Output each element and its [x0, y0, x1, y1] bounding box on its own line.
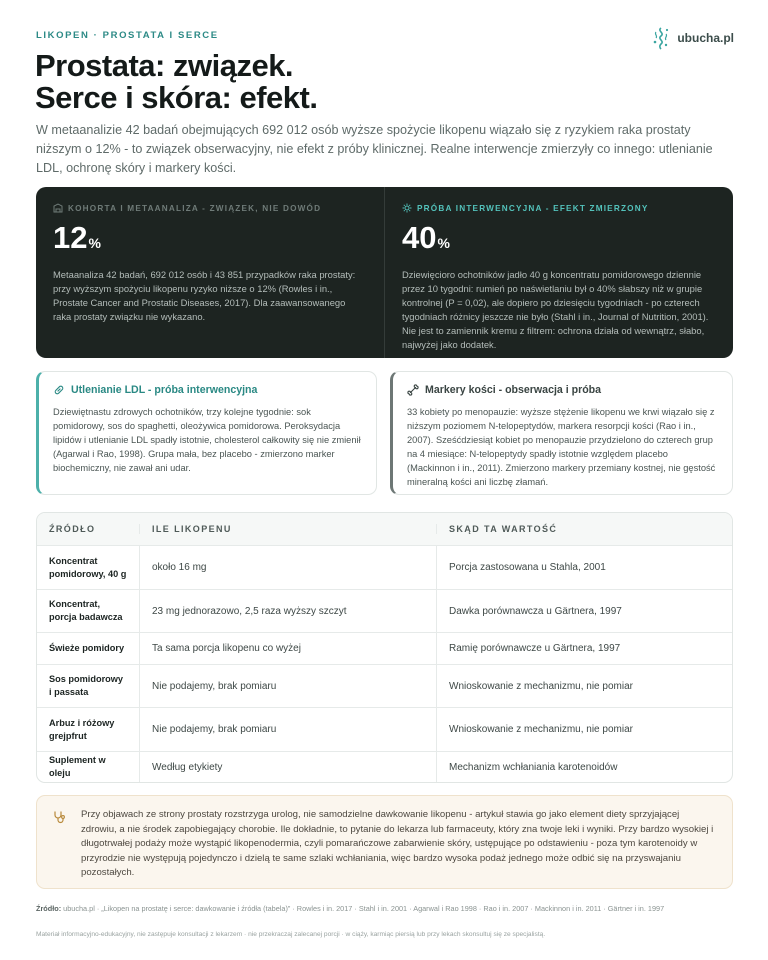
cell-origin: Mechanizm wchłaniania karotenoidów — [436, 752, 732, 782]
cell-source: Koncentrat pomidorowy, 40 g — [49, 555, 127, 579]
source-line — [36, 904, 736, 914]
wave-seaweed-logo-icon — [651, 26, 671, 50]
cell-source: Koncentrat, porcja badawcza — [49, 599, 123, 622]
cell-source: Świeże pomidory — [49, 643, 125, 653]
cell-source: Sos pomidorowy i passata — [49, 674, 124, 697]
cell-amount: Nie podajemy, brak pomiaru — [139, 708, 436, 751]
cell-origin: Wnioskowanie z mechanizmu, nie pomiar — [436, 665, 732, 707]
lead-paragraph: W metaanalizie 42 badań obejmujących 692 012 osób wyższe spożycie likopenu wiązało się z ryzykiem raka prostaty niższym o 12% - to związek obserwacyjny, nie efekt z próby klinicznej. Realne interwencje zmierzyły co innego: utlenianie LDL, ochronę skóry i markery kości. — [36, 123, 713, 175]
cell-amount: około 16 mg — [139, 546, 436, 589]
title-line-2: Serce i skóra: efekt. — [35, 80, 318, 115]
sun-icon — [402, 203, 412, 213]
card-ldl-title-text: Utlenianie LDL - próba interwencyjna — [71, 384, 258, 396]
medical-note — [36, 795, 733, 889]
stat-trial-unit: % — [437, 235, 450, 251]
card-bone-title-text: Markery kości - obserwacja i próba — [425, 384, 602, 396]
stat-trial-text: Dziewięcioro ochotników jadło 40 g koncentratu pomidorowego dziennie przez 10 tygodni: rumień po naświetlaniu był o 40% słabszy niż w grupie kontrolnej (P = 0,02), ale dopiero po dziesięciu tygodniach - po czterech tygodniach różnicy jeszcze nie było (Stahl i in., Journal of Nutrition, 2001). Nie jest to zamiennik kremu z filtrem: ochrona działa od wewnątrz, słabo, najwyżej jako dodatek. — [402, 269, 709, 350]
stat-trial-value — [402, 221, 715, 260]
title-line-1: Prostata: związek. — [35, 48, 294, 83]
site-logo[interactable] — [651, 26, 734, 50]
stat-cohort-number: 12 — [53, 220, 88, 255]
page-title — [35, 50, 317, 114]
card-bone-title — [407, 384, 718, 396]
stat-cohort-label-text: KOHORTA I METAANALIZA - ZWIĄZEK, NIE DOWÓD — [68, 203, 322, 213]
stat-cohort — [36, 187, 384, 358]
column-header-amount: ILE LIKOPENU — [139, 524, 436, 534]
cell-origin: Ramię porównawcze u Gärtnera, 1997 — [436, 633, 732, 664]
stats-panel — [36, 187, 733, 358]
column-header-source: ŹRÓDŁO — [49, 524, 96, 534]
column-header-origin: SKĄD TA WARTOŚĆ — [436, 524, 732, 534]
pill-icon — [53, 384, 65, 396]
stat-trial-label-text: PRÓBA INTERWENCYJNA - EFEKT ZMIERZONY — [417, 203, 649, 213]
table-row — [37, 632, 732, 664]
stat-cohort-value — [53, 221, 366, 260]
cell-origin: Dawka porównawcza u Gärtnera, 1997 — [436, 590, 732, 632]
stethoscope-icon — [53, 810, 67, 824]
cell-source: Suplement w oleju — [49, 755, 106, 778]
stat-trial-number: 40 — [402, 220, 437, 255]
stat-cohort-text: Metaanaliza 42 badań, 692 012 osób i 43 851 przypadków raka prostaty: przy wyższym spożyciu likopenu ryzyko niższe o 12% (Rowles i in., Prostate Cancer and Prostatic Diseases, 2017). Dla zaawansowanego raka prostaty związku nie wykazano. — [53, 269, 356, 322]
card-ldl-title — [53, 384, 362, 396]
table-row — [37, 589, 732, 632]
stat-trial-label — [402, 203, 715, 213]
bone-icon — [407, 384, 419, 396]
card-bone-markers — [390, 371, 733, 495]
table-row — [37, 545, 732, 589]
cell-source: Arbuz i różowy grejpfrut — [49, 717, 115, 741]
stat-trial — [384, 187, 733, 358]
disclaimer: Materiał informacyjno-edukacyjny, nie zastępuje konsultacji z lekarzem · nie przekraczaj zalecanej porcji · w ciąży, karmiąc piersią lub przy lekach skonsultuj się ze specjalistą. — [36, 931, 546, 938]
page-kicker: LIKOPEN · PROSTATA I SERCE — [36, 30, 219, 41]
stat-cohort-unit: % — [88, 235, 101, 251]
source-text: ubucha.pl · „Likopen na prostatę i serce: dawkowanie i źródła (tabela)” · Rowles i in. 2017 · Stahl i in. 2001 · Agarwal i Rao 1998 · Rao i in. 2007 · Mackinnon i in. 2011 · Gärtner i in. 1997 — [63, 904, 665, 913]
cell-amount: Ta sama porcja likopenu co wyżej — [139, 633, 436, 664]
cell-amount: 23 mg jednorazowo, 2,5 raza wyższy szczyt — [139, 590, 436, 632]
stat-cohort-label — [53, 203, 366, 213]
table-row — [37, 751, 732, 782]
cell-amount: Według etykiety — [139, 752, 436, 782]
table-row — [37, 707, 732, 751]
cell-origin: Porcja zastosowana u Stahla, 2001 — [436, 546, 732, 589]
table-row — [37, 664, 732, 707]
card-ldl-text: Dziewiętnastu zdrowych ochotników, trzy kolejne tygodnie: sok pomidorowy, sos do spaghetti, oleożywica pomidorowa. Peroksydacja lipidów i utlenianie LDL spadły istotnie, cholesterol całkowity się nie zmienił (Agarwal i Rao, 1998). Grupa mała, bez placebo - zmierzono marker biochemiczny, nie zawał ani udar. — [53, 407, 361, 473]
cell-amount: Nie podajemy, brak pomiaru — [139, 665, 436, 707]
logo-text: ubucha.pl — [677, 31, 734, 45]
building-icon — [53, 203, 63, 213]
source-label: Źródło: — [36, 904, 62, 913]
card-bone-text: 33 kobiety po menopauzie: wyższe stężenie likopenu we krwi wiązało się z niższym poziomem N-telopeptydów, markera resorpcji kości (Rao i in., 2007). Sześćdziesiąt kobiet po menopauzie przydzielono do czterech grup na 4 miesiące: N-telopeptydy spadły istotnie względem placebo (Mackinnon i in., 2011). Zmierzono markery przemiany kostnej, nie gęstość mineralną kości ani liczbę złamań. — [407, 407, 716, 487]
medical-note-text: Przy objawach ze strony prostaty rozstrzyga urolog, nie samodzielne dawkowanie likopenu - artykuł stawia go jako element diety sprzyjającej zdrowiu, a nie środek zapobiegający chorobie. Ile dokładnie, to pytanie do lekarza lub farmaceuty, który zna twoje leki i wyniki. Przy bardzo wysokiej i długotrwałej podaży może wystąpić likopenodermia, czyli pomarańczowe zabarwienie skóry, ustępujące po odstawieniu - poza tym karotenoidy w przyrodzie nie występują pojedynczo i dzielą te same szlaki wchłaniania, więc bardzo wysoka podaż jednego może odbić się na przyswajaniu pozostałych. — [81, 809, 714, 879]
cell-origin: Wnioskowanie z mechanizmu, nie pomiar — [436, 708, 732, 751]
lycopene-sources-table — [36, 512, 733, 783]
card-ldl-oxidation — [36, 371, 377, 495]
table-header-row — [37, 513, 732, 545]
